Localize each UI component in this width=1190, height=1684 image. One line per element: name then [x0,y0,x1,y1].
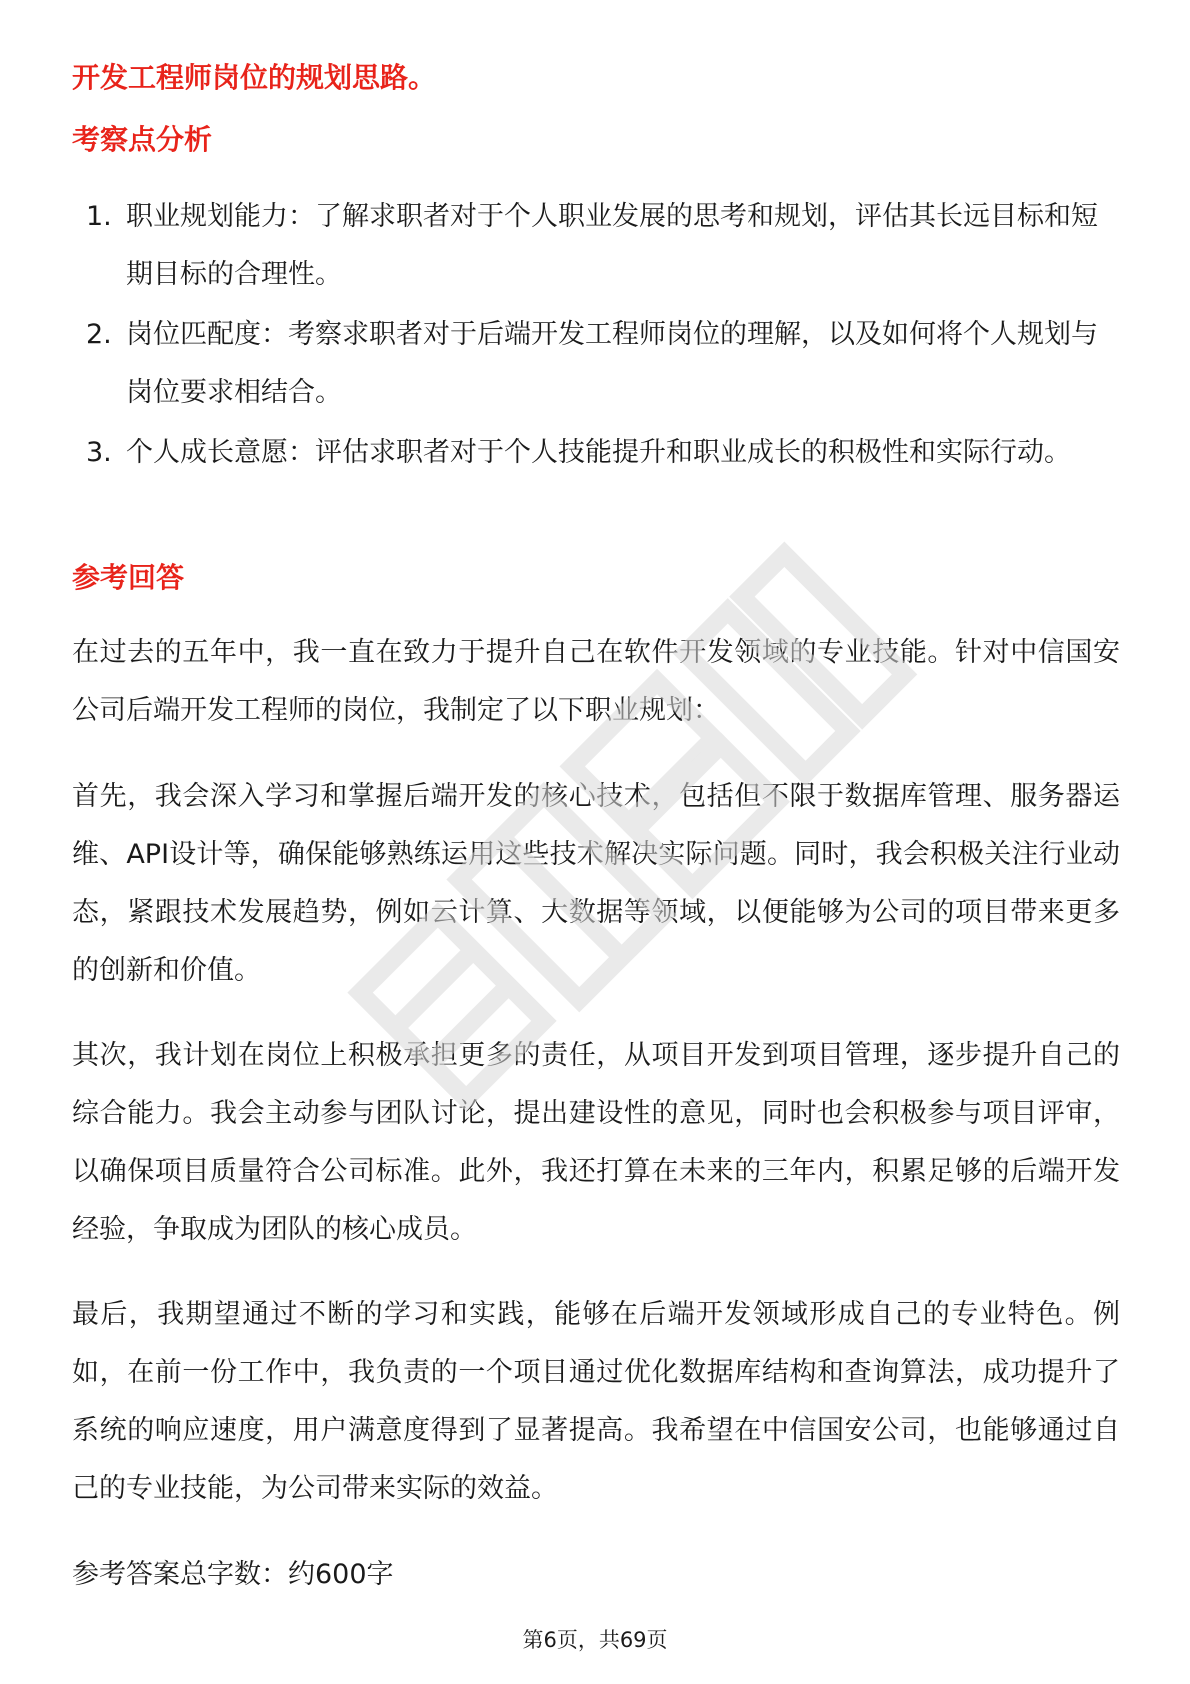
page-number-footer: 第6页，共69页 [522,1628,668,1652]
answer-paragraph: 在过去的五年中，我一直在致力于提升自己在软件开发领域的专业技能。针对中信国安公司后端开发工程师的岗位，我制定了以下职业规划： [72,637,1120,726]
document-title: 开发工程师岗位的规划思路。 [72,61,437,94]
analysis-item-text: 职业规划能力：了解求职者对于个人职业发展的思考和规划，评估其长远目标和短期目标的合理性。 [126,201,1098,290]
analysis-list [72,188,1120,484]
answer-heading: 参考回答 [72,561,185,594]
analysis-item [72,306,1120,422]
analysis-item-text: 岗位匹配度：考察求职者对于后端开发工程师岗位的理解，以及如何将个人规划与岗位要求相结合。 [126,319,1098,408]
analysis-heading: 考察点分析 [72,123,213,156]
list-number: 2. [86,319,112,350]
list-number: 1. [86,201,112,232]
analysis-item [72,424,1120,482]
list-number: 3. [86,437,112,468]
answer-paragraph: 最后，我期望通过不断的学习和实践，能够在后端开发领域形成自己的专业特色。例如，在前一份工作中，我负责的一个项目通过优化数据库结构和查询算法，成功提升了系统的响应速度，用户满意度得到了显著提高。我希望在中信国安公司，也能够通过自己的专业技能，为公司带来实际的效益。 [72,1299,1120,1504]
word-count: 参考答案总字数：约600字 [72,1559,394,1590]
answer-paragraph: 其次，我计划在岗位上积极承担更多的责任，从项目开发到项目管理，逐步提升自己的综合能力。我会主动参与团队讨论，提出建设性的意见，同时也会积极参与项目评审，以确保项目质量符合公司标准。此外，我还打算在未来的三年内，积累足够的后端开发经验，争取成为团队的核心成员。 [72,1040,1120,1245]
analysis-item-text: 个人成长意愿：评估求职者对于个人技能提升和职业成长的积极性和实际行动。 [126,437,1071,468]
analysis-item [72,188,1120,304]
answer-paragraph: 首先，我会深入学习和掌握后端开发的核心技术，包括但不限于数据库管理、服务器运维、API设计等，确保能够熟练运用这些技术解决实际问题。同时，我会积极关注行业动态，紧跟技术发展趋势，例如云计算、大数据等领域，以便能够为公司的项目带来更多的创新和价值。 [72,781,1120,986]
